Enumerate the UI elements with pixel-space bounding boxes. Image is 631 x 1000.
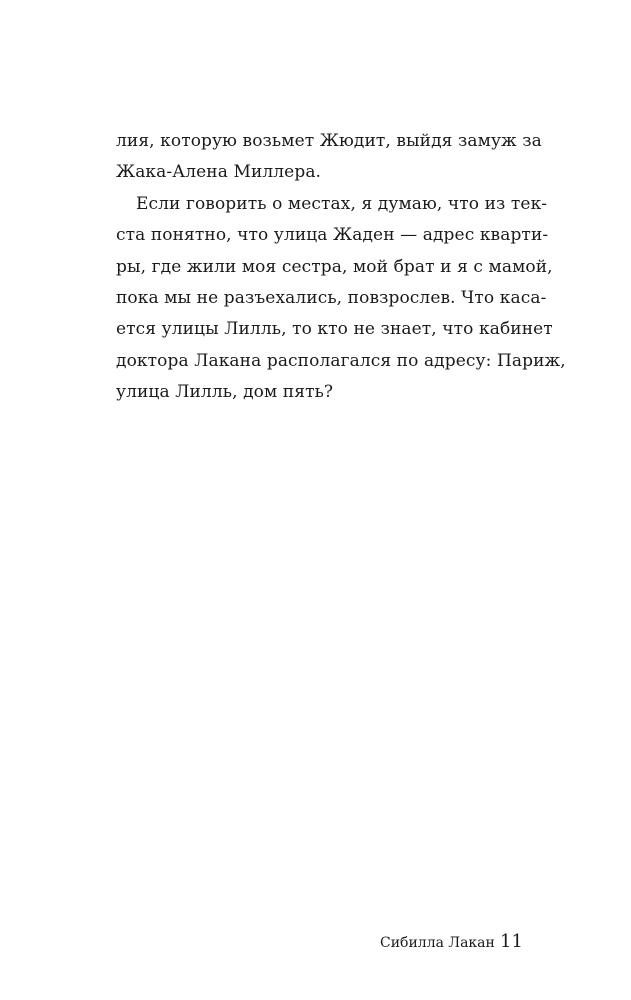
text-line: лия, которую возьмет Жюдит, выйдя замуж за (116, 131, 542, 151)
text-line: ется улицы Лилль, то кто не знает, что кабинет (116, 319, 553, 340)
paragraph-1 (116, 126, 542, 189)
page-number: 11 (500, 931, 523, 952)
text-line: Жака-Алена Миллера. (116, 162, 322, 183)
text-line: доктора Лакана располагался по адресу: Париж, (116, 350, 566, 371)
footer-author: Сибилла Лакан (380, 935, 495, 951)
body-text (116, 126, 566, 409)
text-line: ста понятно, что улица Жаден — адрес кварти- (116, 225, 549, 246)
text-line: пока мы не разъехались, повзрослев. Что каса- (116, 287, 547, 308)
text-line: улица Лилль, дом пять? (116, 382, 334, 403)
paragraph-2 (116, 189, 566, 409)
text-line: Если говорить о местах, я думаю, что из тек- (136, 193, 548, 214)
text-line: ры, где жили моя сестра, мой брат и я с мамой, (116, 256, 553, 277)
